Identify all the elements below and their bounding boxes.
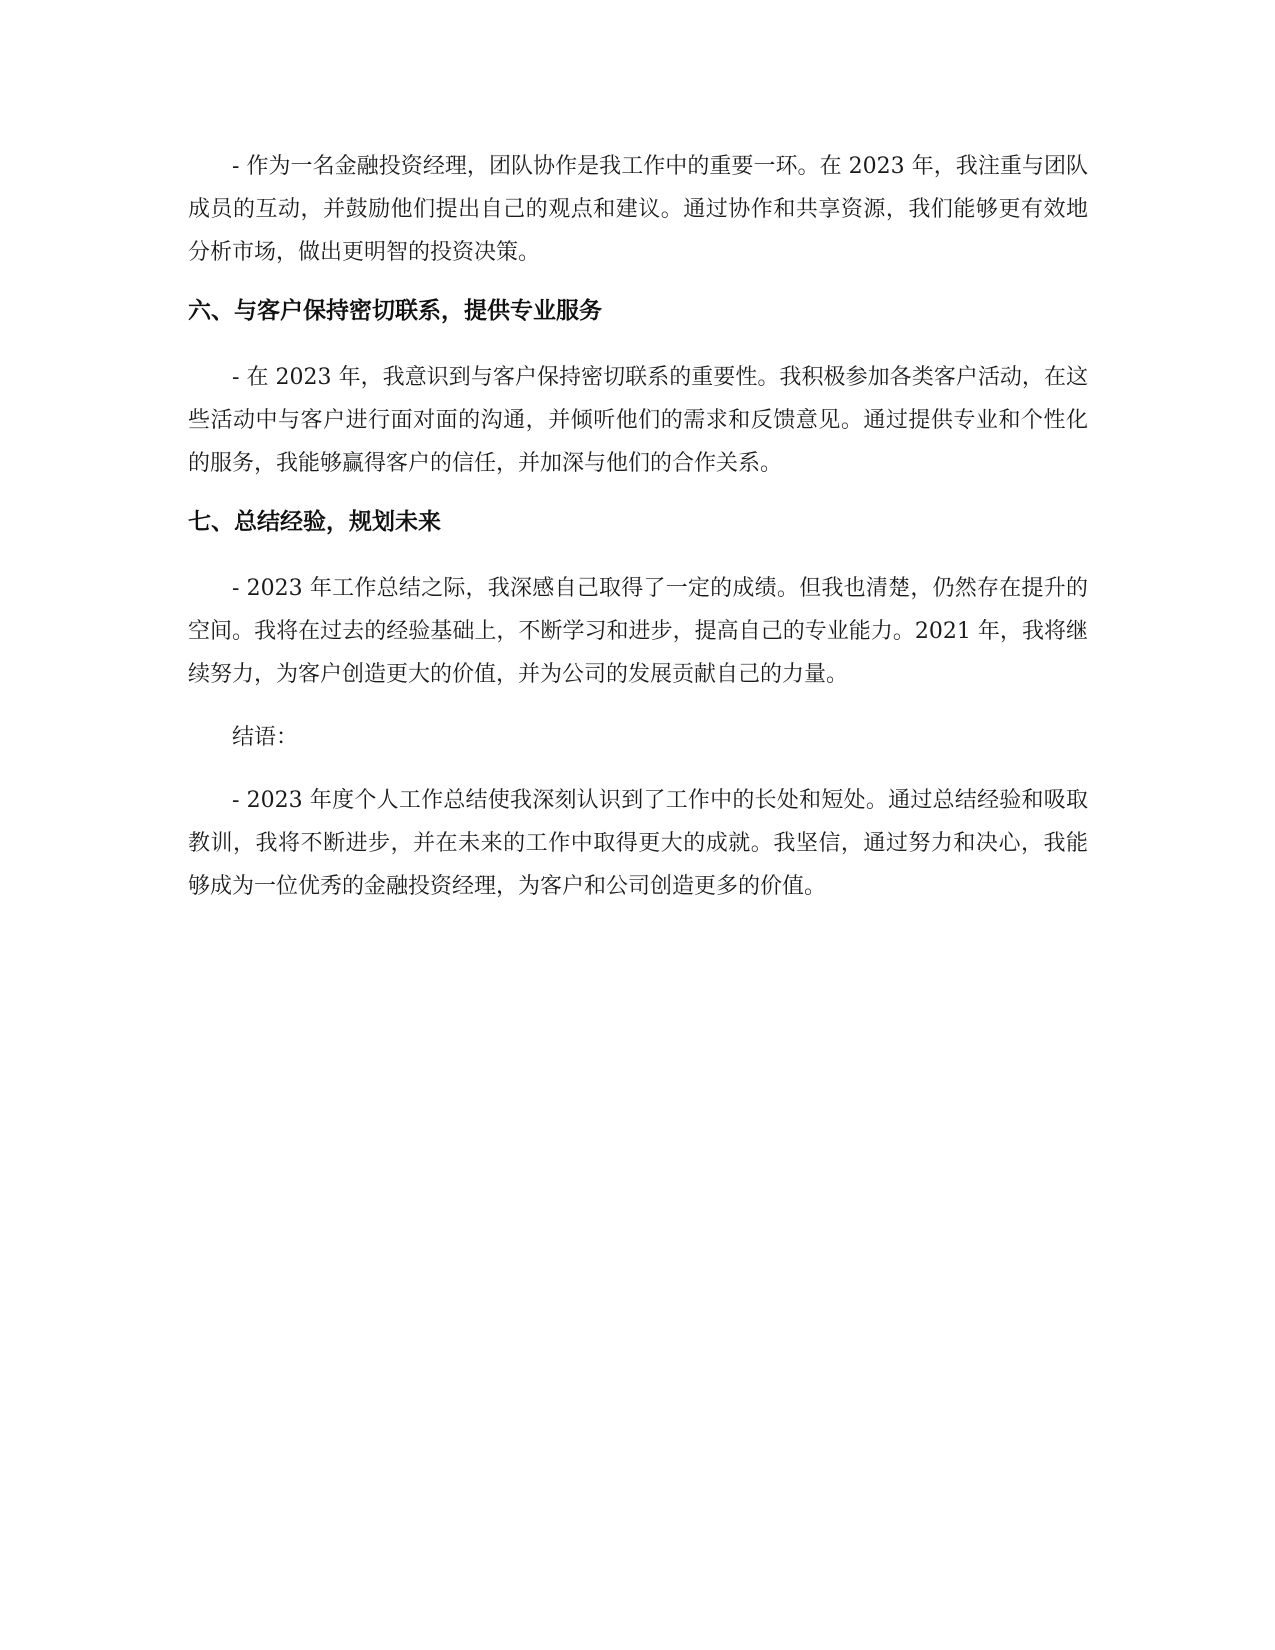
conclusion-label: 结语： (232, 725, 299, 750)
section-6-heading: 六、与客户保持密切联系，提供专业服务 (188, 298, 602, 324)
section-7-paragraph: - 2023 年工作总结之际，我深感自己取得了一定的成绩。但我也清楚，仍然存在提升的空间。我将在过去的经验基础上，不断学习和进步，提高自己的专业能力。2021 年，我将继续努力，为客户创造更大的价值，并为公司的发展贡献自己的力量。 (188, 576, 1088, 687)
intro-paragraph: - 作为一名金融投资经理，团队协作是我工作中的重要一环。在 2023 年，我注重与团队成员的互动，并鼓励他们提出自己的观点和建议。通过协作和共享资源，我们能够更有效地分析市场，做出更明智的投资决策。 (188, 154, 1088, 265)
section-6-paragraph: - 在 2023 年，我意识到与客户保持密切联系的重要性。我积极参加各类客户活动，在这些活动中与客户进行面对面的沟通，并倾听他们的需求和反馈意见。通过提供专业和个性化的服务，我能够赢得客户的信任，并加深与他们的合作关系。 (188, 365, 1088, 476)
document-body (188, 145, 1088, 928)
section-7-heading: 七、总结经验，规划未来 (188, 509, 441, 535)
conclusion-paragraph: - 2023 年度个人工作总结使我深刻认识到了工作中的长处和短处。通过总结经验和吸取教训，我将不断进步，并在未来的工作中取得更大的成就。我坚信，通过努力和决心，我能够成为一位优秀的金融投资经理，为客户和公司创造更多的价值。 (188, 788, 1088, 899)
